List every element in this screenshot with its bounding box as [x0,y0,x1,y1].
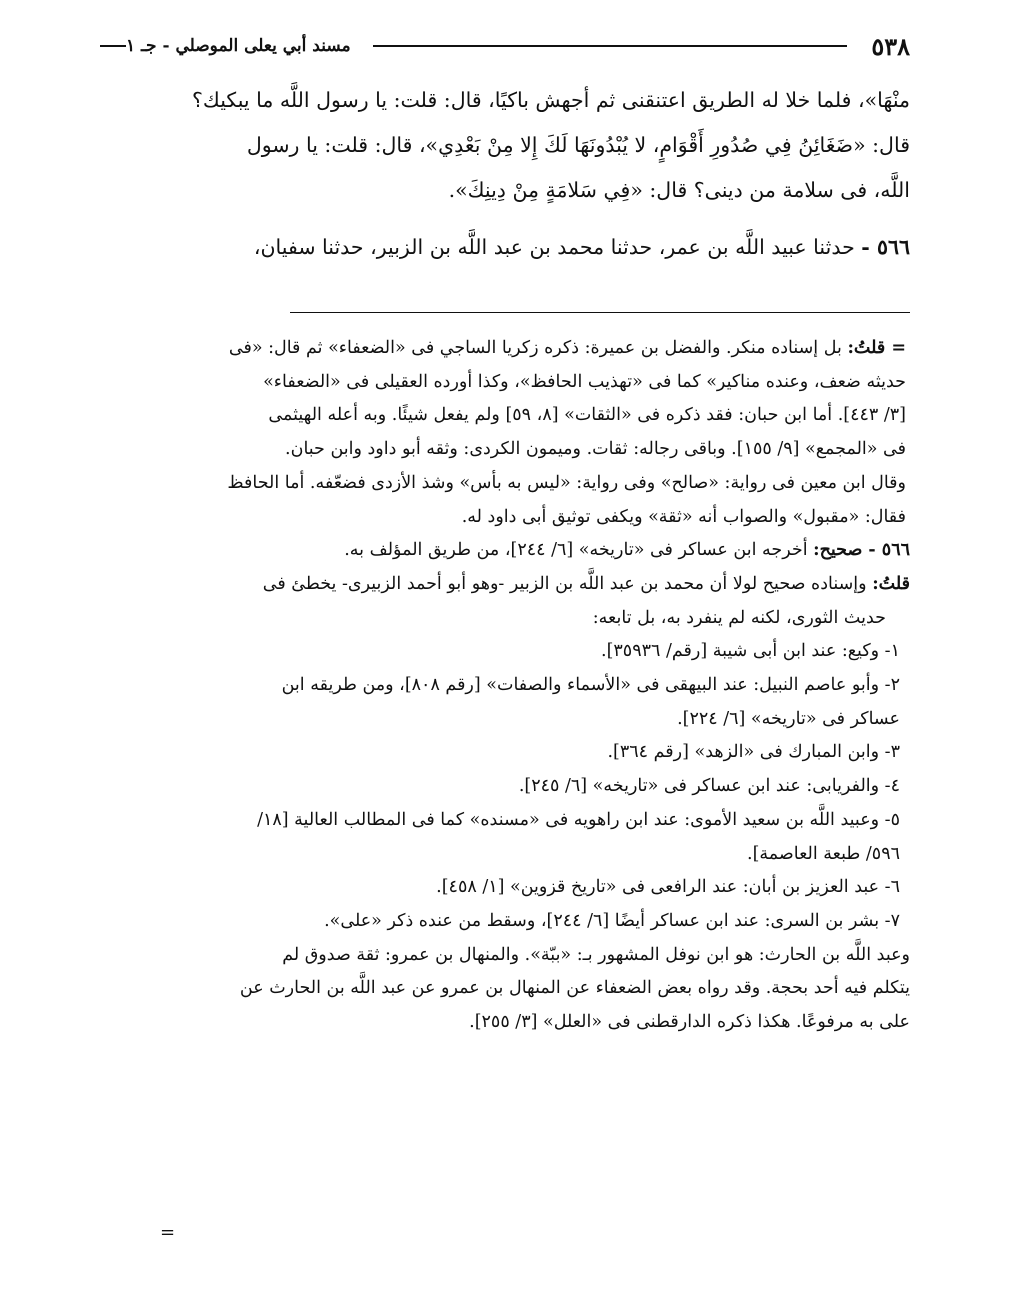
running-title: مسند أبي يعلى الموصلي - جـ ١ [126,36,351,56]
note-label: قلتُ: [872,573,910,594]
footnote-separator [290,312,910,313]
list-item: ٤- والفريابى: عند ابن عساكر فى «تاريخه» [٦/ ٢٤٥]. [518,776,900,797]
note-line: حديثه ضعف، وعنده مناكير» كما فى «تهذيب الحافظ»، وكذا أورده العقيلى فى «الضعفاء» [263,371,906,392]
hadith-text: حدثنا عبيد اللَّه بن عمر، حدثنا محمد بن عبد اللَّه بن الزبير، حدثنا سفيان، [253,235,855,259]
continuation-mark: = [160,1222,176,1243]
note-line: فى «المجمع» [٩/ ١٥٥]. وباقى رجاله: ثقات. وميمون الكردى: وثقه أبو داود وابن حبان. [285,439,906,460]
closing-line: يتكلم فيه أحد بحجة. وقد رواه بعض الضعفاء عن المنهال بن عمرو عن عبد اللَّه بن الحارث عن [239,978,910,999]
main-line: منْهَا»، فلما خلا له الطريق اعتنقنى ثم أجهش باكيًا، قال: قلت: يا رسول اللَّه ما يبكيك؟ [192,88,910,112]
note-text: وإسناده صحيح لولا أن محمد بن عبد اللَّه بن الزبير -وهو أبو أحمد الزبيرى- يخطئ فى [262,573,867,594]
list-item: ٧- بشر بن السرى: عند ابن عساكر أيضًا [٦/ ٢٤٤]، وسقط من عنده ذكر «على». [324,910,900,931]
header-rule [373,45,848,47]
footnotes [100,332,910,1040]
note-line: فقال: «مقبول» والصواب أنه «ثقة» ويكفى توثيق أبى داود له. [461,506,906,527]
note-line: وقال ابن معين فى رواية: «صالح» وفى رواية: «ليس به بأس» وشذ الأزدى فضعّفه. أما الحافظ [227,472,906,493]
list-item-cont: ٥٩٦/ طبعة العاصمة]. [747,843,900,864]
list-item: ٣- وابن المبارك فى «الزهد» [رقم ٣٦٤]. [607,742,900,763]
note-label: = قلتُ: [847,338,906,358]
page-number: ٥٣٨ [871,31,910,61]
list-item: ١- وكيع: عند ابن أبى شيبة [رقم/ ٣٥٩٣٦]. [601,641,900,662]
note-line [100,332,906,366]
note-line: [٣/ ٤٤٣]. أما ابن حبان: فقد ذكره فى «الثقات» [٨، ٥٩] ولم يفعل شيئًا. وبه أعله الهيثمى [268,405,906,426]
list-item: ٢- وأبو عاصم النبيل: عند البيهقى فى «الأسماء والصفات» [رقم ٨٠٨]، ومن طريقه ابن [281,675,900,696]
note-566 [100,534,910,568]
list-item: ٥- وعبيد اللَّه بن سعيد الأموى: عند ابن راهويه فى «مسنده» كما فى المطالب العالية [١٨/ [257,809,900,830]
note-prev-hadith [100,332,910,534]
closing-line: وعبد اللَّه بن الحارث: هو ابن نوفل المشهور بـ: «ببّة». والمنهال بن عمرو: ثقة صدوق لم [282,944,910,965]
main-line: اللَّه، فى سلامة من دينى؟ قال: «فِي سَلامَةٍ مِنْ دِينِكَ». [448,178,910,202]
header-dash [100,45,126,47]
hadith-number: ٥٦٦ - [861,235,910,259]
hadith-566 [100,225,910,270]
note-566-text: أخرجه ابن عساكر فى «تاريخه» [٦/ ٢٤٤]، من طريق المؤلف به. [344,540,808,561]
page-header [100,28,910,64]
list-item: ٦- عبد العزيز بن أبان: عند الرافعى فى «تاريخ قزوين» [١/ ٤٥٨]. [436,877,900,898]
main-line: قال: «ضَغَائِنُ فِي صُدُورِ أَقْوَامٍ، لا يُبْدُونَهَا لَكَ إِلا مِنْ بَعْدِي»، قال: قلت: يا رسول [246,133,910,157]
note-566-label: ٥٦٦ - صحيح: [813,540,910,561]
note-line: حديث الثورى، لكنه لم ينفرد به، بل تابعه: [592,607,886,628]
note-line [100,568,910,602]
list-item-cont: عساكر فى «تاريخه» [٦/ ٢٢٤]. [677,708,900,729]
main-text [100,78,910,270]
note-text: بل إسناده منكر. والفضل بن عميرة: ذكره زكريا الساجي فى «الضعفاء» ثم قال: «فى [228,338,842,358]
closing-line: على به مرفوعًا. هكذا ذكره الدارقطنى فى «العلل» [٣/ ٢٥٥]. [469,1012,910,1033]
